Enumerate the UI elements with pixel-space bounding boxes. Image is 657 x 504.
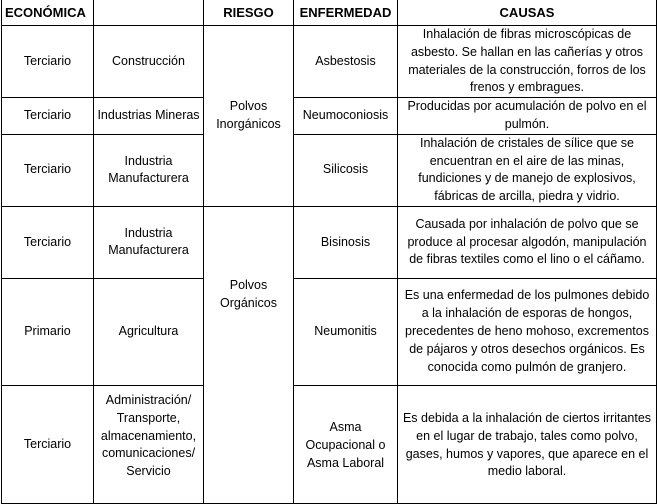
sector-cell: Terciario (2, 134, 94, 206)
disease-cell: Asma Ocupacional o Asma Laboral (294, 385, 398, 503)
disease-cell: Neumonitis (294, 278, 398, 385)
table-row (2, 134, 657, 206)
cause-cell: Causada por inhalación de polvo que se produce al procesar algodón, manipulación de fibras textiles como el lino o el cáñamo. (398, 206, 657, 278)
cause-cell: Inhalación de fibras microscópicas de asbesto. Se hallan en las cañerías y otros materiales de la construcción, forros de los frenos y embragues. (398, 26, 657, 98)
activity-cell: Agricultura (94, 278, 204, 385)
sector-cell: Terciario (2, 206, 94, 278)
header-enfermedad: ENFERMEDAD (294, 0, 398, 26)
sector-cell: Terciario (2, 385, 94, 503)
risk-group-inorganic: Polvos Inorgánicos (204, 26, 294, 207)
activity-cell: Industrias Mineras (94, 98, 204, 135)
table-row (2, 206, 657, 278)
table-row (2, 278, 657, 385)
header-row (2, 0, 657, 26)
header-causas: CAUSAS (398, 0, 657, 26)
header-blank (94, 0, 204, 26)
cause-cell: Producidas por acumulación de polvo en el pulmón. (398, 98, 657, 135)
activity-cell: Industria Manufacturera (94, 134, 204, 206)
cause-cell: Es una enfermedad de los pulmones debido a la inhalación de esporas de hongos, precedentes de heno mohoso, excrementos de pájaros y otros desechos orgánicos. Es conocida como pulmón de granjero. (398, 278, 657, 385)
activity-cell: Construcción (94, 26, 204, 98)
activity-cell: Administración/ Transporte, almacenamiento, comunicaciones/ Servicio (94, 385, 204, 503)
header-riesgo: RIESGO (204, 0, 294, 26)
cause-cell: Es debida a la inhalación de ciertos irritantes en el lugar de trabajo, tales como polvo, gases, humos y vapores, que aparece en el medio laboral. (398, 385, 657, 503)
disease-cell: Neumoconiosis (294, 98, 398, 135)
cause-cell: Inhalación de cristales de sílice que se encuentran en el aire de las minas, fundiciones y de manejo de explosivos, fábricas de arcilla, piedra y vidrio. (398, 134, 657, 206)
risk-group-organic: Polvos Orgánicos (204, 206, 294, 503)
disease-cell: Silicosis (294, 134, 398, 206)
sector-cell: Terciario (2, 26, 94, 98)
diseases-table (1, 0, 657, 504)
sector-cell: Primario (2, 278, 94, 385)
disease-cell: Bisinosis (294, 206, 398, 278)
table-row (2, 385, 657, 503)
activity-cell: Industria Manufacturera (94, 206, 204, 278)
table-row (2, 26, 657, 98)
header-economica: ECONÓMICA (2, 0, 94, 26)
sector-cell: Terciario (2, 98, 94, 135)
table-row (2, 98, 657, 135)
disease-cell: Asbestosis (294, 26, 398, 98)
